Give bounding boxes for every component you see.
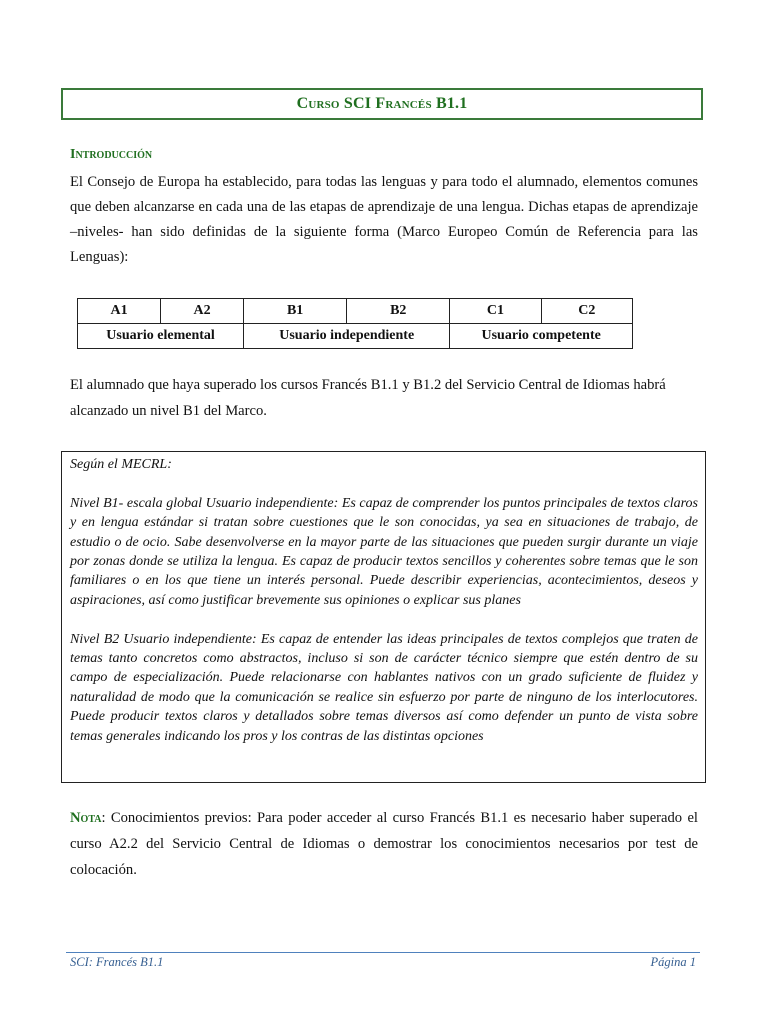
group-cell-competente: Usuario competente <box>450 324 633 349</box>
quote-b1-description: Nivel B1- escala global Usuario independiente: Es capaz de comprender los puntos principales de textos claros y en lengua estándar si tratan sobre cuestiones que le son conocidas, ya sea en situaciones de trabajo, de estudio o de ocio. Sabe desenvolverse en la mayor parte de las situaciones que pueden surgir durante un viaje por zonas donde se utiliza la lengua. Es capaz de producir textos sencillos y coherentes sobre temas que le son familiares o en los que tiene un interés personal. Puede describir experiencias, acontecimientos, deseos y aspiraciones, así como justificar brevemente sus opiniones o explicar sus planes <box>70 495 698 608</box>
nota-paragraph <box>70 805 698 883</box>
levels-row <box>78 299 633 324</box>
quote-intro: Según el MECRL: <box>70 457 172 472</box>
section-heading-introduccion: Introducción <box>70 147 153 162</box>
level-cell-c1: C1 <box>450 299 541 324</box>
nota-label: Nota <box>70 810 102 826</box>
mecrl-quote-box <box>61 451 706 783</box>
footer-rule <box>66 952 700 953</box>
level-cell-b2: B2 <box>347 299 450 324</box>
document-title: Curso SCI Francés B1.1 <box>296 95 468 112</box>
level-cell-c2: C2 <box>541 299 632 324</box>
title-box <box>61 88 703 120</box>
footer-course-name: SCI: Francés B1.1 <box>70 955 164 969</box>
groups-row <box>78 324 633 349</box>
level-cell-a1: A1 <box>78 299 161 324</box>
footer-page-number: Página 1 <box>650 955 696 969</box>
levels-table <box>77 298 633 349</box>
level-cell-a2: A2 <box>161 299 244 324</box>
nota-text: : Conocimientos previos: Para poder acceder al curso Francés B1.1 es necesario haber superado el curso A2.2 del Servicio Central de Idiomas o demostrar los conocimientos necesarios por test de colocación. <box>70 810 698 878</box>
quote-b2-description: Nivel B2 Usuario independiente: Es capaz de entender las ideas principales de textos complejos que traten de temas tanto concretos como abstractos, incluso si son de carácter técnico siempre que estén dentro de su campo de especialización. Puede relacionarse con hablantes nativos con un grado suficiente de fluidez y naturalidad de modo que la comunicación se realice sin esfuerzo por parte de ninguno de los interlocutores. Puede producir textos claros y detallados sobre temas diversos así como defender un punto de vista sobre temas generales indicando los pros y los contras de las distintas opciones <box>70 631 698 744</box>
group-cell-elemental: Usuario elemental <box>78 324 244 349</box>
intro-paragraph: El Consejo de Europa ha establecido, para todas las lenguas y para todo el alumnado, elementos comunes que deben alcanzarse en cada una de las etapas de aprendizaje de una lengua. Dichas etapas de aprendizaje –niveles- han sido definidas de la siguiente forma (Marco Europeo Común de Referencia para las Lenguas): <box>70 174 698 265</box>
level-cell-b1: B1 <box>244 299 347 324</box>
group-cell-independiente: Usuario independiente <box>244 324 450 349</box>
after-table-paragraph: El alumnado que haya superado los cursos Francés B1.1 y B1.2 del Servicio Central de Idiomas habrá alcanzado un nivel B1 del Marco. <box>70 377 666 419</box>
